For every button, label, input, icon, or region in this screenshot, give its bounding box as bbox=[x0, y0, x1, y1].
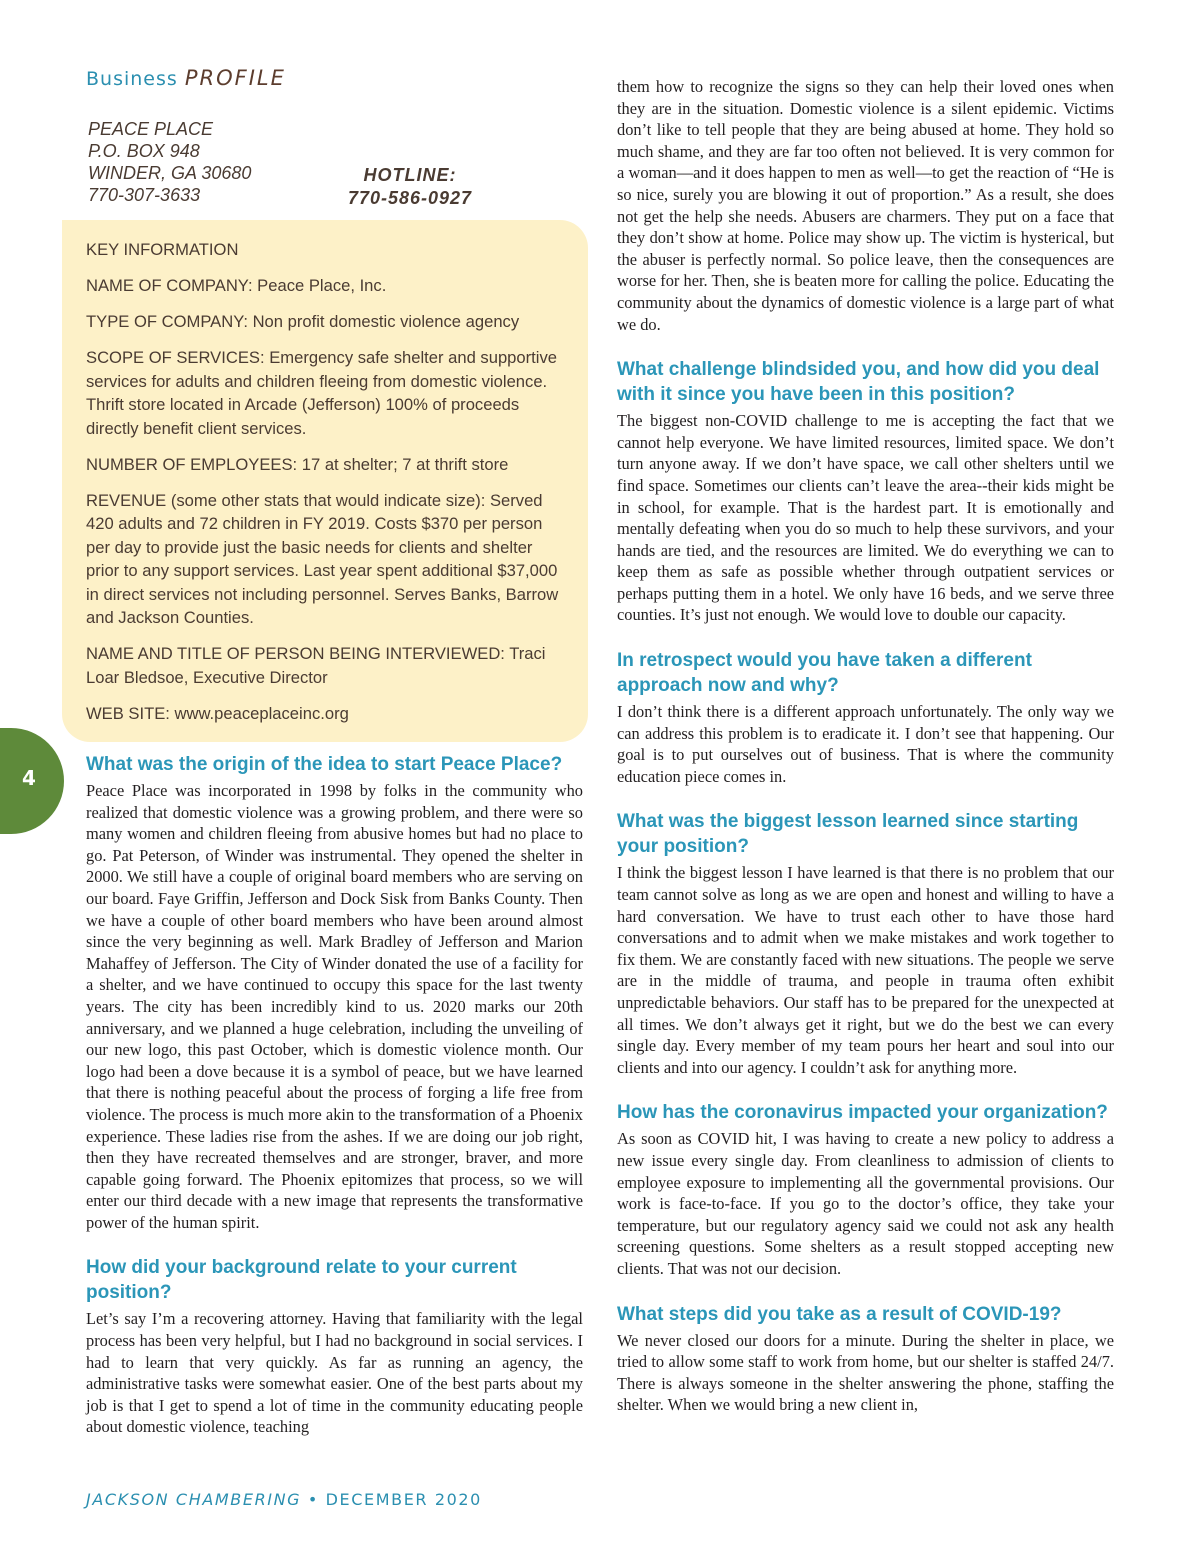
answer-challenge: The biggest non-COVID challenge to me is accepting the fact that we cannot help everyone. We have limited resources, limited space. We don’t turn anyone away. If we don’t have space, we call other shelters until we find space. Sometimes our clients can’t leave the area--their kids might be in school, for example. That is the hardest part. It is emotionally and mentally defeating when you do so much to help these survivors, and your hands are tied, and the resources are limited. We do everything we can to keep them as safe as possible whether through outpatient services or perhaps putting them in a hotel. We only have 16 beds, and we serve three counties. It’s just not enough. We would love to double our capacity. bbox=[617, 411, 1114, 625]
key-information-heading: KEY INFORMATION bbox=[86, 240, 239, 259]
key-info-interviewee: NAME AND TITLE OF PERSON BEING INTERVIEWED: Traci Loar Bledsoe, Executive Director bbox=[86, 644, 546, 687]
answer-coronavirus-impact: As soon as COVID hit, I was having to create a new policy to address a new issue every single day. From cleanliness to admission of clients to employee exposure to implementing all the governmental provisions. Our work is face-to-face. If you go to the doctor’s office, they take your temperature, but our regulatory agency said we could not ask any health screening questions. Some shelters as a result stopped accepting new clients. That was not our decision. bbox=[617, 1129, 1114, 1278]
answer-origin: Peace Place was incorporated in 1998 by folks in the community who realized that domestic violence was a growing problem, and there were so many women and children fleeing from abusive homes but had no place to go. Pat Peterson, of Winder was instrumental. They opened the shelter in 2000. We still have a couple of original board members who are serving on our board. Faye Griffin, Jefferson and Dock Sisk from Banks County. Then we have a couple of other board members who have been around almost since the very beginning as well. Mark Bradley of Jefferson and Marion Mahaffey of Jefferson. The City of Winder donated the use of a facility for a shelter, and we have continued to occupy this space for the last twenty years. The city has been incredibly kind to us. 2020 marks our 20th anniversary, and we planned a huge celebration, including the unveiling of our new logo, this past October, which is domestic violence month. Our logo had been a dove because it is a symbol of peace, but we have learned that there is nothing peaceful about the process of forging a life free from violence. The process is much more akin to the transformation of a Phoenix experience. These ladies rise from the ashes. If we are doing our job right, then they have recreated themselves and are stronger, braver, and more capable going forward. The Phoenix epitomizes that process, so we will enter our third decade with a new image that represents the transformative power of the human spirit. bbox=[86, 781, 583, 1232]
key-info-company-type: TYPE OF COMPANY: Non profit domestic violence agency bbox=[86, 312, 520, 331]
question-covid-steps: What steps did you take as a result of COVID-19? bbox=[617, 1303, 1062, 1325]
question-background: How did your background relate to your current position? bbox=[86, 1257, 517, 1304]
key-info-website: WEB SITE: www.peaceplaceinc.org bbox=[86, 703, 349, 723]
page-number: 4 bbox=[22, 766, 36, 790]
hotline-number: 770-586-0927 bbox=[347, 188, 473, 208]
publication-name: JACKSON CHAMBERING bbox=[86, 1490, 302, 1509]
question-coronavirus-impact: How has the coronavirus impacted your organization? bbox=[617, 1102, 1108, 1124]
address-phone: 770-307-3633 bbox=[88, 185, 201, 205]
company-address bbox=[88, 118, 251, 206]
footer-separator: • bbox=[307, 1490, 319, 1509]
key-information-box bbox=[62, 220, 588, 742]
answer-lesson: I think the biggest lesson I have learned is that there is no problem that our team cannot solve as long as we are open and honest and willing to have a hard conversation. We have to trust each other to have those hard conversations and to admit when we make mistakes and work together to fix them. We are constantly faced with new situations. The people we serve are in the middle of trauma, and people in trauma often exhibit unpredictable behaviors. Our staff has to be prepared for the unexpected at all times. We don’t always get it right, but we do the best we can every single day. Every member of my team pours her heart and soul into our clients and into our agency. I couldn’t ask for anything more. bbox=[617, 863, 1114, 1077]
hotline-block bbox=[340, 164, 480, 210]
left-column bbox=[86, 752, 583, 1438]
question-challenge: What challenge blindsided you, and how did you deal with it since you have been in this position? bbox=[617, 359, 1100, 406]
key-info-revenue: REVENUE (some other stats that would indicate size): Served 420 adults and 72 children in FY 2019. Costs $370 per person per day to provide just the basic needs for clients and shelter prior to any support services. Last year spent additional $37,000 in direct services not including personnel. Serves Banks, Barrow and Jackson Counties. bbox=[86, 490, 559, 627]
address-city-state-zip: WINDER, GA 30680 bbox=[88, 163, 252, 183]
key-info-company-name: NAME OF COMPANY: Peace Place, Inc. bbox=[86, 276, 387, 295]
key-info-scope-of-services: SCOPE OF SERVICES: Emergency safe shelter and supportive services for adults and children fleeing from domestic violence. Thrift store located in Arcade (Jefferson) 100% of proceeds directly benefit client services. bbox=[86, 348, 557, 438]
question-origin: What was the origin of the idea to start Peace Place? bbox=[86, 754, 563, 775]
right-column bbox=[617, 76, 1114, 1416]
page-footer bbox=[86, 1490, 482, 1509]
address-po-box: P.O. BOX 948 bbox=[88, 141, 200, 161]
answer-covid-steps: We never closed our doors for a minute. During the shelter in place, we tried to allow some staff to work from home, but our shelter is staffed 24/7. There is always someone in the shelter answering the phone, staffing the shelter. When we would bring a new client in, bbox=[617, 1330, 1114, 1415]
key-info-employees: NUMBER OF EMPLOYEES: 17 at shelter; 7 at thrift store bbox=[86, 454, 509, 474]
section-header bbox=[86, 66, 286, 90]
answer-retrospect: I don’t think there is a different approach unfortunately. The only way we can address this problem is to eradicate it. I don’t see that happening. Our goal is to put ourselves out of business. That is where the community education piece comes in. bbox=[617, 702, 1114, 786]
page-number-tab bbox=[0, 728, 64, 834]
address-company-name: PEACE PLACE bbox=[88, 119, 214, 139]
issue-date: DECEMBER 2020 bbox=[325, 1490, 482, 1509]
answer-background-continued: them how to recognize the signs so they can help their loved ones when they are in the situation. Domestic violence is a silent epidemic. Victims don’t like to tell people that they are being abused at home. They hold so much shame, and they are far too often not believed. It is very common for a woman—and it does happen to men as well—to get the reaction of “He is so nice, surely you are blowing it out of proportion.” As a result, she does not get the help she needs. Abusers are charmers. They put on a face that they don’t show at home. Police may show up. The victim is hysterical, but the abuser is perfectly normal. So police leave, then the consequences are worse for her. Then, she is beaten more for calling the police. Educating the community about the dynamics of domestic violence is a large part of what we do. bbox=[617, 77, 1114, 334]
answer-background: Let’s say I’m a recovering attorney. Having that familiarity with the legal process has been very helpful, but I had no background in social services. I had to learn that very quickly. As far as running an agency, the administrative tasks were somewhat easier. One of the best parts about my job is that I get to spend a lot of time in the community educating people about domestic violence, teaching bbox=[86, 1309, 583, 1437]
business-label: Business bbox=[86, 68, 178, 90]
hotline-label: HOTLINE: bbox=[363, 165, 457, 185]
question-retrospect: In retrospect would you have taken a different approach now and why? bbox=[617, 650, 1032, 697]
profile-label: PROFILE bbox=[184, 66, 286, 90]
question-lesson: What was the biggest lesson learned since starting your position? bbox=[617, 811, 1079, 858]
